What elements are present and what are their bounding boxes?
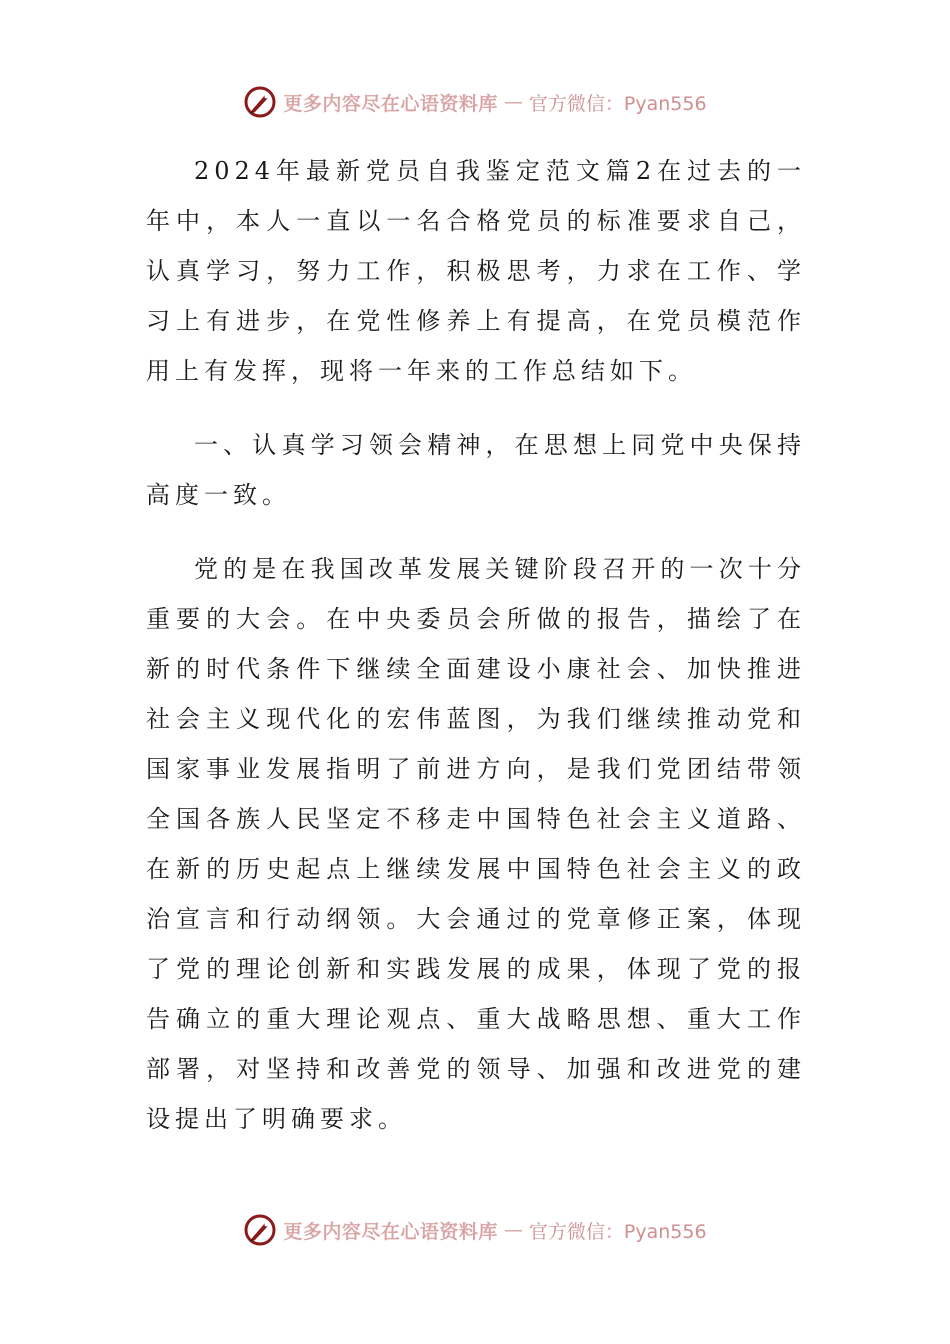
watermark-wechat-text: 官方微信：Pyan556 (528, 92, 707, 115)
paragraph-section-heading: 一、认真学习领会精神，在思想上同党中央保持高度一致。 (146, 431, 806, 509)
watermark-brand-text: 更多内容尽在心语资料库 (283, 1220, 498, 1243)
watermark-wechat-text: 官方微信：Pyan556 (528, 1220, 707, 1243)
pen-logo-icon (243, 85, 277, 119)
watermark-separator: — (503, 91, 523, 113)
watermark-brand-text: 更多内容尽在心语资料库 (283, 92, 498, 115)
pen-logo-icon (243, 1213, 277, 1247)
watermark-separator: — (503, 1219, 523, 1241)
footer-watermark (0, 1210, 950, 1250)
document-body (146, 146, 806, 1144)
paragraph-intro: 2024年最新党员自我鉴定范文篇2在过去的一年中，本人一直以一名合格党员的标准要求自己，认真学习，努力工作，积极思考，力求在工作、学习上有进步，在党性修养上有提高，在党员模范作用上有发挥，现将一年来的工作总结如下。 (146, 157, 806, 385)
paragraph-congress: 党的是在我国改革发展关键阶段召开的一次十分重要的大会。在中央委员会所做的报告，描绘了在新的时代条件下继续全面建设小康社会、加快推进社会主义现代化的宏伟蓝图，为我们继续推动党和国家事业发展指明了前进方向，是我们党团结带领全国各族人民坚定不移走中国特色社会主义道路、在新的历史起点上继续发展中国特色社会主义的政治宣言和行动纲领。大会通过的党章修正案，体现了党的理论创新和实践发展的成果，体现了党的报告确立的重大理论观点、重大战略思想、重大工作部署，对坚持和改善党的领导、加强和改进党的建设提出了明确要求。 (146, 555, 806, 1133)
header-watermark (0, 82, 950, 122)
